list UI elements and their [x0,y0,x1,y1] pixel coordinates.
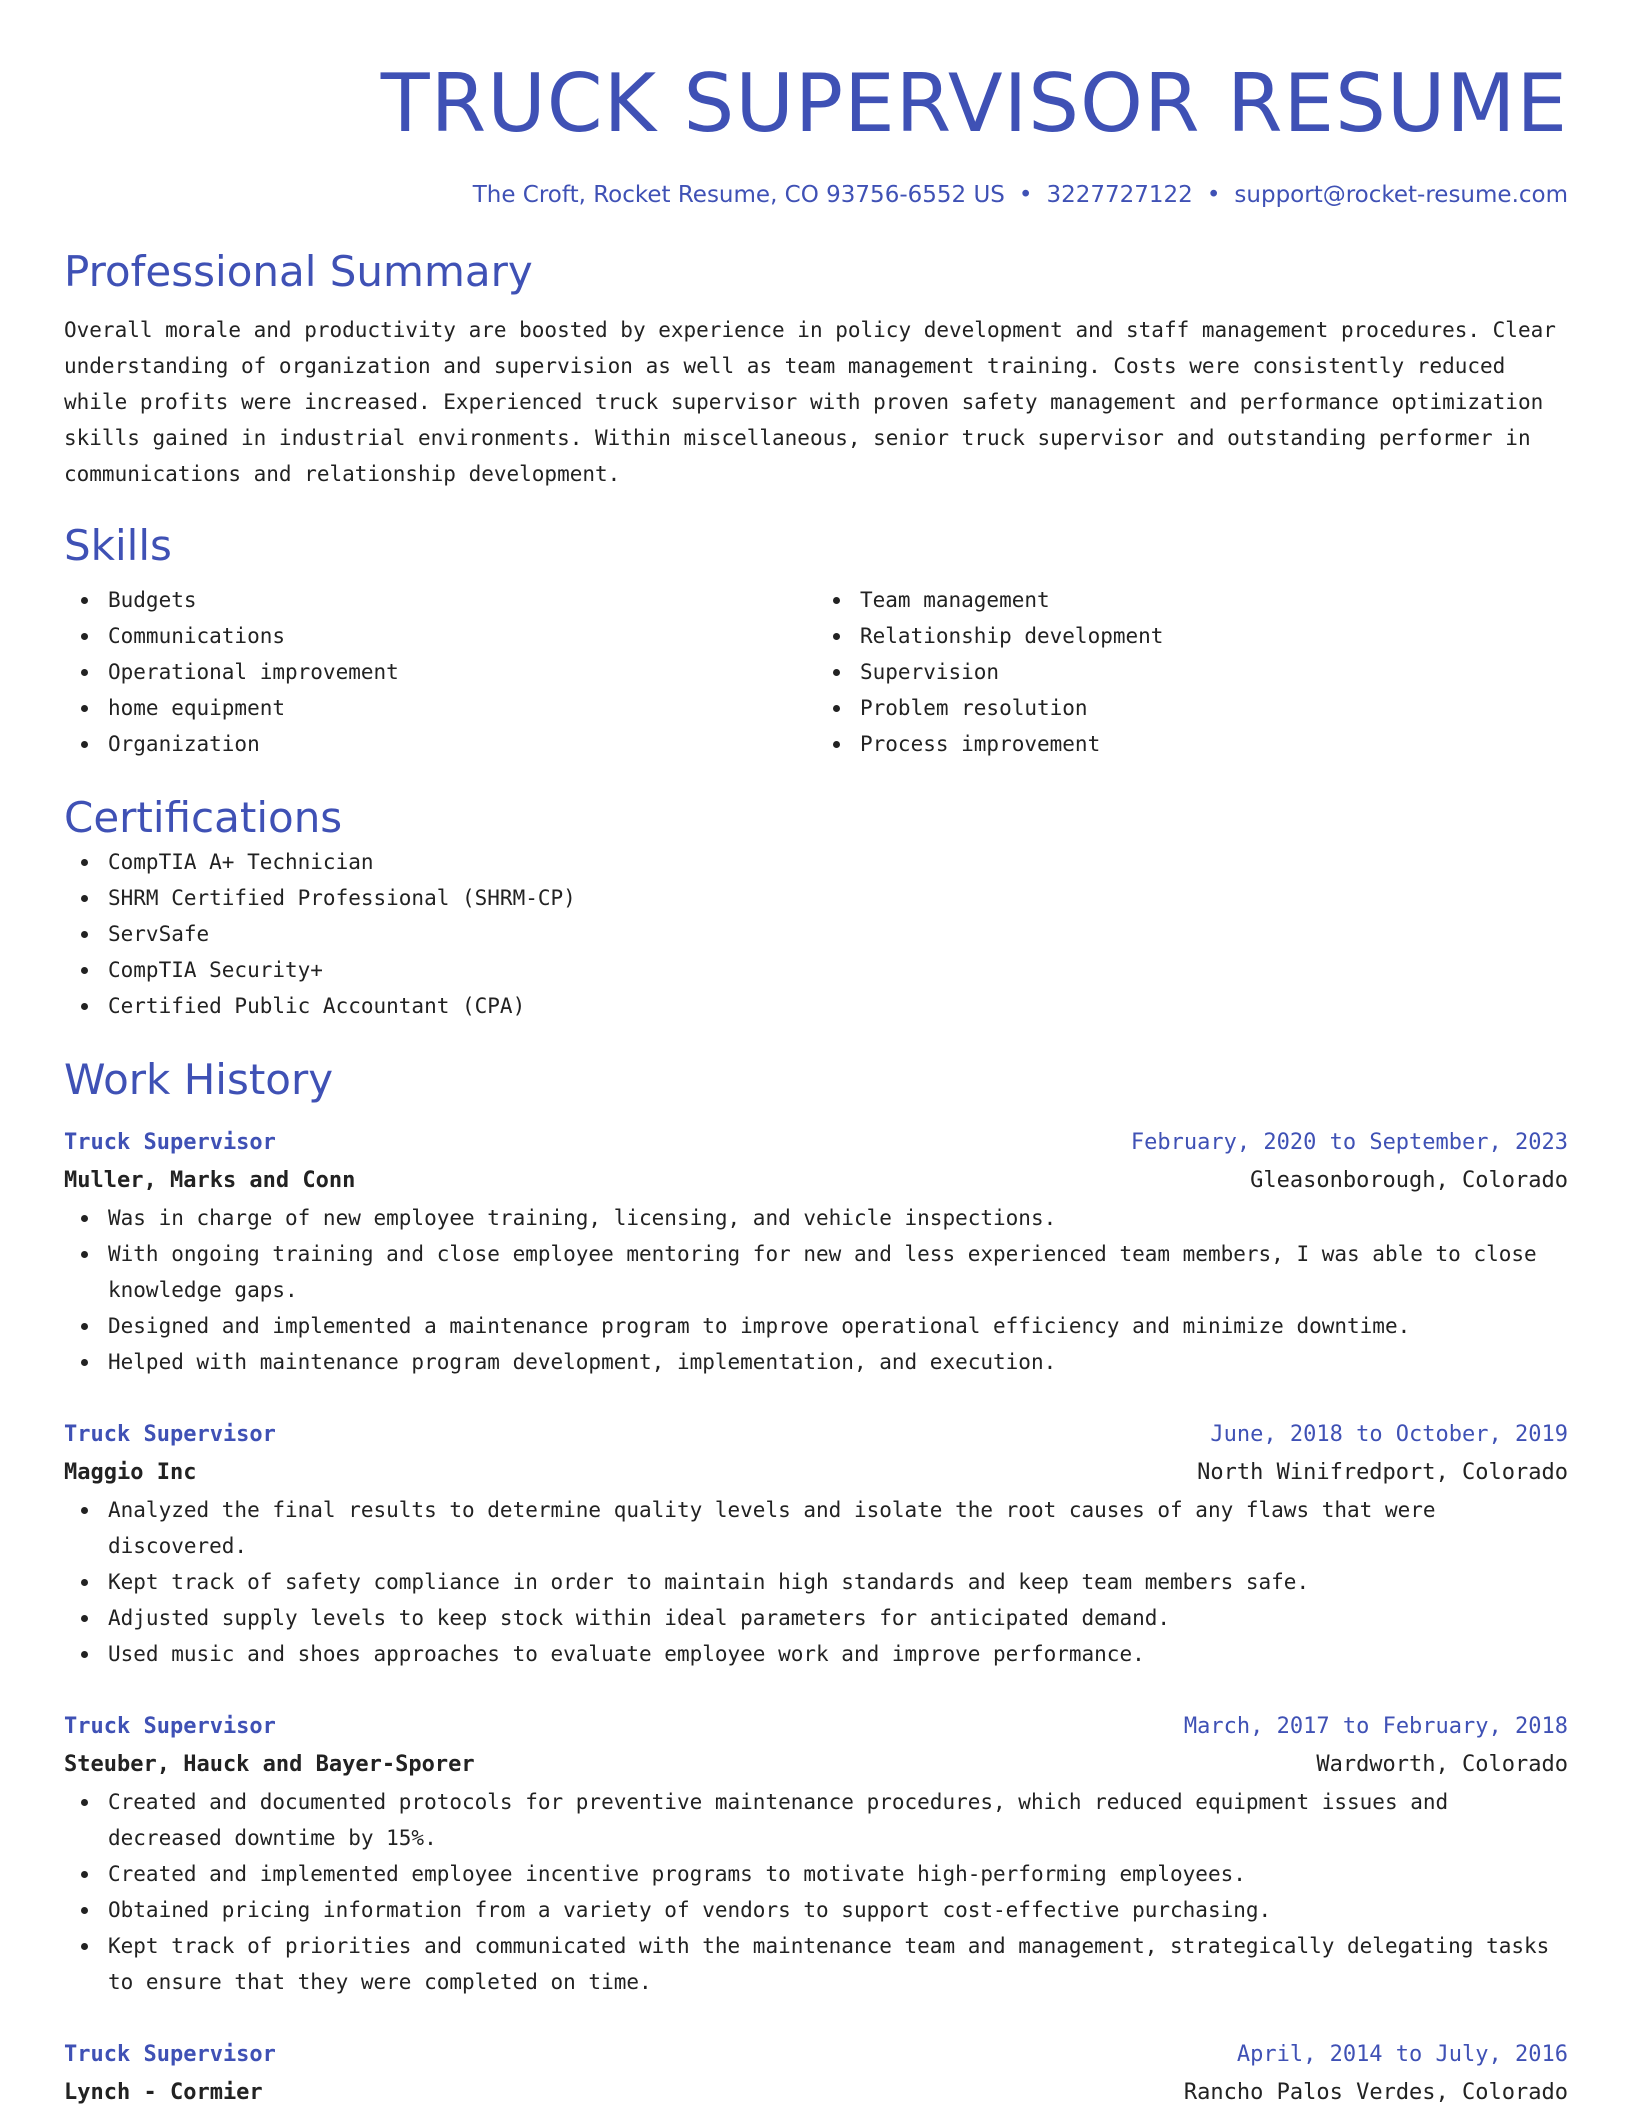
job-location: North Winifredport, Colorado [1197,1460,1568,1485]
job-title: Truck Supervisor [64,1422,276,1447]
job-bullet: Kept track of priorities and communicated with the maintenance team and management, strategically delegating tasks to ensure that they were completed on time. [64,1928,1568,2000]
job-company-row [64,2074,1568,2112]
job-dates: April, 2014 to July, 2016 [1236,2042,1568,2067]
contact-separator: • [1206,182,1221,208]
job-bullet: Was in charge of new employee training, licensing, and vehicle inspections. [64,1200,1568,1236]
certifications-list [64,844,1568,1024]
job-entry [64,1124,1568,1380]
certification-item: Certified Public Accountant (CPA) [64,988,1568,1024]
job-bullet: Helped with maintenance program development, implementation, and execution. [64,1344,1568,1380]
job-bullets [64,1784,1568,2000]
job-location: Wardworth, Colorado [1316,1752,1568,1777]
job-location: Rancho Palos Verdes, Colorado [1183,2080,1568,2105]
skill-item: Supervision [816,654,1568,690]
job-company: Lynch - Cormier [64,2080,263,2105]
skill-item: Process improvement [816,726,1568,762]
certification-item: ServSafe [64,916,1568,952]
contact-address: The Croft, Rocket Resume, CO 93756-6552 US [472,182,1005,208]
job-bullet: Created and implemented employee incentive programs to motivate high-performing employees. [64,1856,1568,1892]
job-title: Truck Supervisor [64,1130,276,1155]
skill-item: Problem resolution [816,690,1568,726]
job-dates: June, 2018 to October, 2019 [1210,1422,1568,1447]
job-bullet: Used music and shoes approaches to evaluate employee work and improve performance. [64,1636,1568,1672]
summary-heading: Professional Summary [64,247,533,296]
skill-item: home equipment [64,690,816,726]
job-bullets [64,1200,1568,1380]
skill-item: Operational improvement [64,654,816,690]
skill-item: Communications [64,618,816,654]
job-bullet: Kept track of safety compliance in order to maintain high standards and keep team members safe. [64,1564,1568,1600]
job-header-row [64,1708,1568,1746]
job-location: Gleasonborough, Colorado [1250,1168,1568,1193]
skills-list-right [816,582,1568,762]
job-bullet: Analyzed the final results to determine quality levels and isolate the root causes of any flaws that were discovered. [64,1492,1568,1564]
contact-line [64,180,1568,210]
contact-phone: 3227727122 [1046,182,1193,208]
certification-item: SHRM Certified Professional (SHRM-CP) [64,880,1568,916]
certification-item: CompTIA Security+ [64,952,1568,988]
job-company: Steuber, Hauck and Bayer-Sporer [64,1752,475,1777]
job-bullet: Adjusted supply levels to keep stock within ideal parameters for anticipated demand. [64,1600,1568,1636]
skill-item: Relationship development [816,618,1568,654]
job-company: Maggio Inc [64,1460,197,1485]
job-bullet: With ongoing training and close employee mentoring for new and less experienced team members, I was able to close knowledge gaps. [64,1236,1568,1308]
job-bullet: Designed and implemented a maintenance program to improve operational efficiency and minimize downtime. [64,1308,1568,1344]
work-history-heading: Work History [64,1055,334,1104]
job-header-row [64,2036,1568,2074]
job-header-row [64,1124,1568,1162]
job-title: Truck Supervisor [64,2042,276,2067]
job-company: Muller, Marks and Conn [64,1168,356,1193]
job-title: Truck Supervisor [64,1714,276,1739]
job-company-row [64,1746,1568,1784]
job-bullet: Created and documented protocols for preventive maintenance procedures, which reduced equipment issues and decreased downtime by 15%. [64,1784,1568,1856]
skills-grid [64,582,1568,762]
job-entry [64,2036,1568,2112]
summary-text: Overall morale and productivity are boosted by experience in policy development and staff management procedures. Clear understanding of organization and supervision as well as team management training. Costs were consistently reduced while profits were increased. Experienced truck supervisor with proven safety management and performance optimization skills gained in industrial environments. Within miscellaneous, senior truck supervisor and outstanding performer in communications and relationship development. [64,318,1556,486]
skill-item: Organization [64,726,816,762]
skills-list-left [64,582,816,762]
resume-title: TRUCK SUPERVISOR RESUME [380,57,1568,150]
job-bullets [64,1492,1568,1672]
job-entry [64,1708,1568,2000]
job-dates: March, 2017 to February, 2018 [1183,1714,1568,1739]
job-company-row [64,1162,1568,1200]
contact-separator: • [1018,182,1033,208]
skill-item: Budgets [64,582,816,618]
skill-item: Team management [816,582,1568,618]
job-bullet: Obtained pricing information from a variety of vendors to support cost-effective purchasing. [64,1892,1568,1928]
skills-heading: Skills [64,521,172,570]
job-company-row [64,1454,1568,1492]
job-entry [64,1416,1568,1672]
job-dates: February, 2020 to September, 2023 [1130,1130,1568,1155]
certification-item: CompTIA A+ Technician [64,844,1568,880]
contact-email[interactable]: support@rocket-resume.com [1234,182,1568,208]
job-header-row [64,1416,1568,1454]
certifications-heading: Certifications [64,793,343,842]
